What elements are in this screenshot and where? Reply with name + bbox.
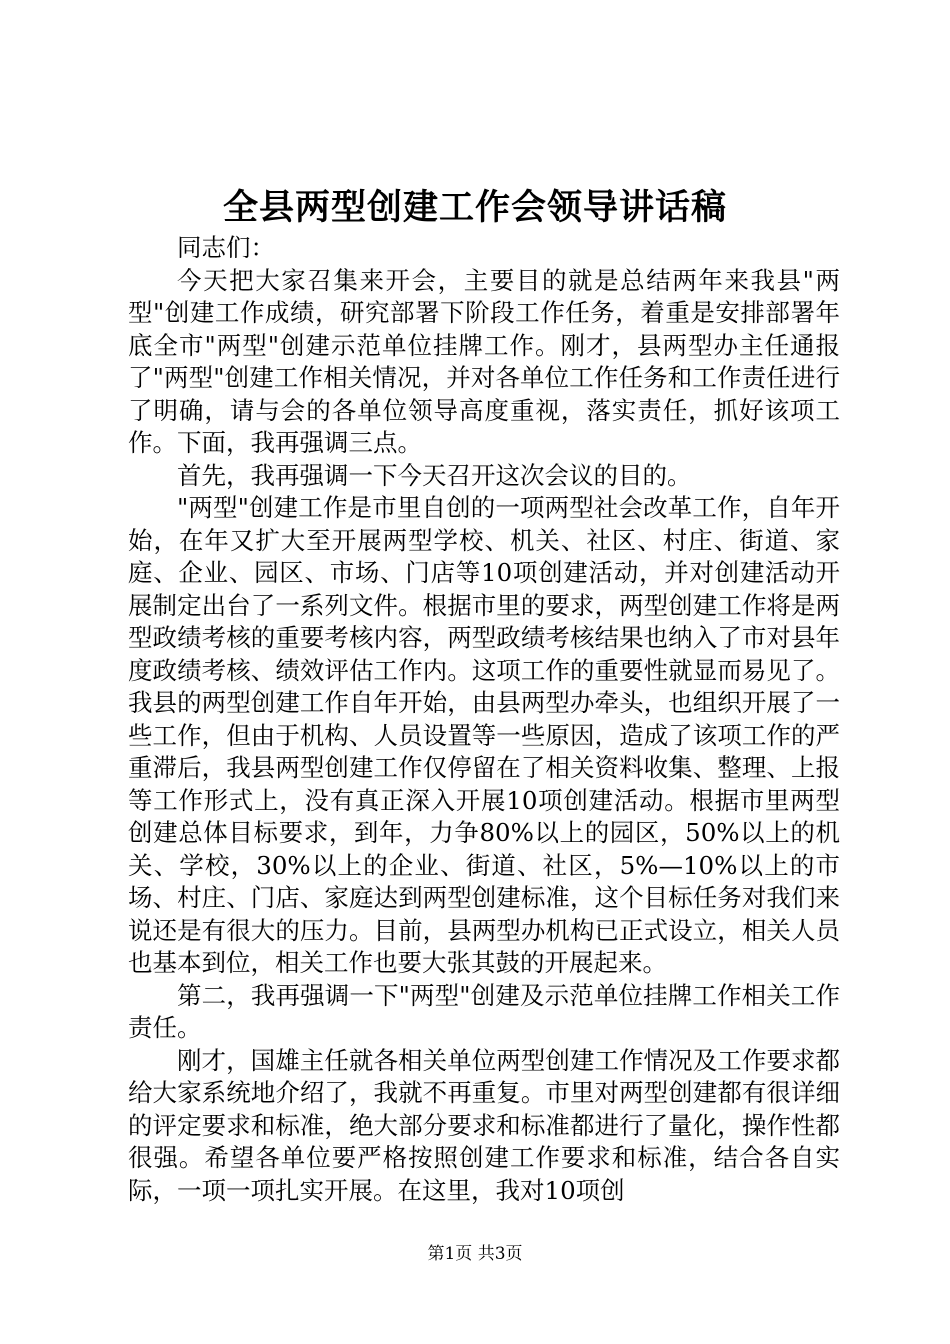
paragraph: 首先，我再强调一下今天召开这次会议的目的。 (177, 460, 692, 490)
paragraph: 刚才，国雄主任就各相关单位两型创建工作情况及工作要求都给大家系统地介绍了，我就不再重复。市里对两型创建都有很详细的评定要求和标准，绝大部分要求和标准都进行了量化，操作性都很强。希望各单位要严格按照创建工作要求和标准，结合各自实际，一项一项扎实开展。在这里，我对10项创 (128, 1045, 840, 1205)
document-title: 全县两型创建工作会领导讲话稿 (222, 187, 727, 228)
paragraph: 第二，我再强调一下"两型"创建及示范单位挂牌工作相关工作责任。 (128, 980, 840, 1042)
document-body (128, 232, 840, 1207)
paragraph: "两型"创建工作是市里自创的一项两型社会改革工作，自年开始，在年又扩大至开展两型学校、机关、社区、村庄、街道、家庭、企业、园区、市场、门店等10项创建活动，并对创建活动开展制定出台了一系列文件。根据市里的要求，两型创建工作将是两型政绩考核的重要考核内容，两型政绩考核结果也纳入了市对县年度政绩考核、绩效评估工作内。这项工作的重要性就显而易见了。我县的两型创建工作自年开始，由县两型办牵头，也组织开展了一些工作，但由于机构、人员设置等一些原因，造成了该项工作的严重滞后，我县两型创建工作仅停留在了相关资料收集、整理、上报等工作形式上，没有真正深入开展10项创建活动。根据市里两型创建总体目标要求，到年，力争80%以上的园区，50%以上的机关、学校，30%以上的企业、街道、社区，5%—10%以上的市场、村庄、门店、家庭达到两型创建标准，这个目标任务对我们来说还是有很大的压力。目前，县两型办机构已正式设立，相关人员也基本到位，相关工作也要大张其鼓的开展起来。 (128, 493, 840, 977)
page-footer: 第1页 共3页 (427, 1244, 523, 1264)
paragraph-greeting: 同志们： (177, 233, 275, 262)
paragraph: 今天把大家召集来开会，主要目的就是总结两年来我县"两型"创建工作成绩，研究部署下阶段工作任务，着重是安排部署年底全市"两型"创建示范单位挂牌工作。刚才，县两型办主任通报了"两型"创建工作相关情况，并对各单位工作任务和工作责任进行了明确，请与会的各单位领导高度重视，落实责任，抓好该项工作。下面，我再强调三点。 (128, 265, 840, 457)
